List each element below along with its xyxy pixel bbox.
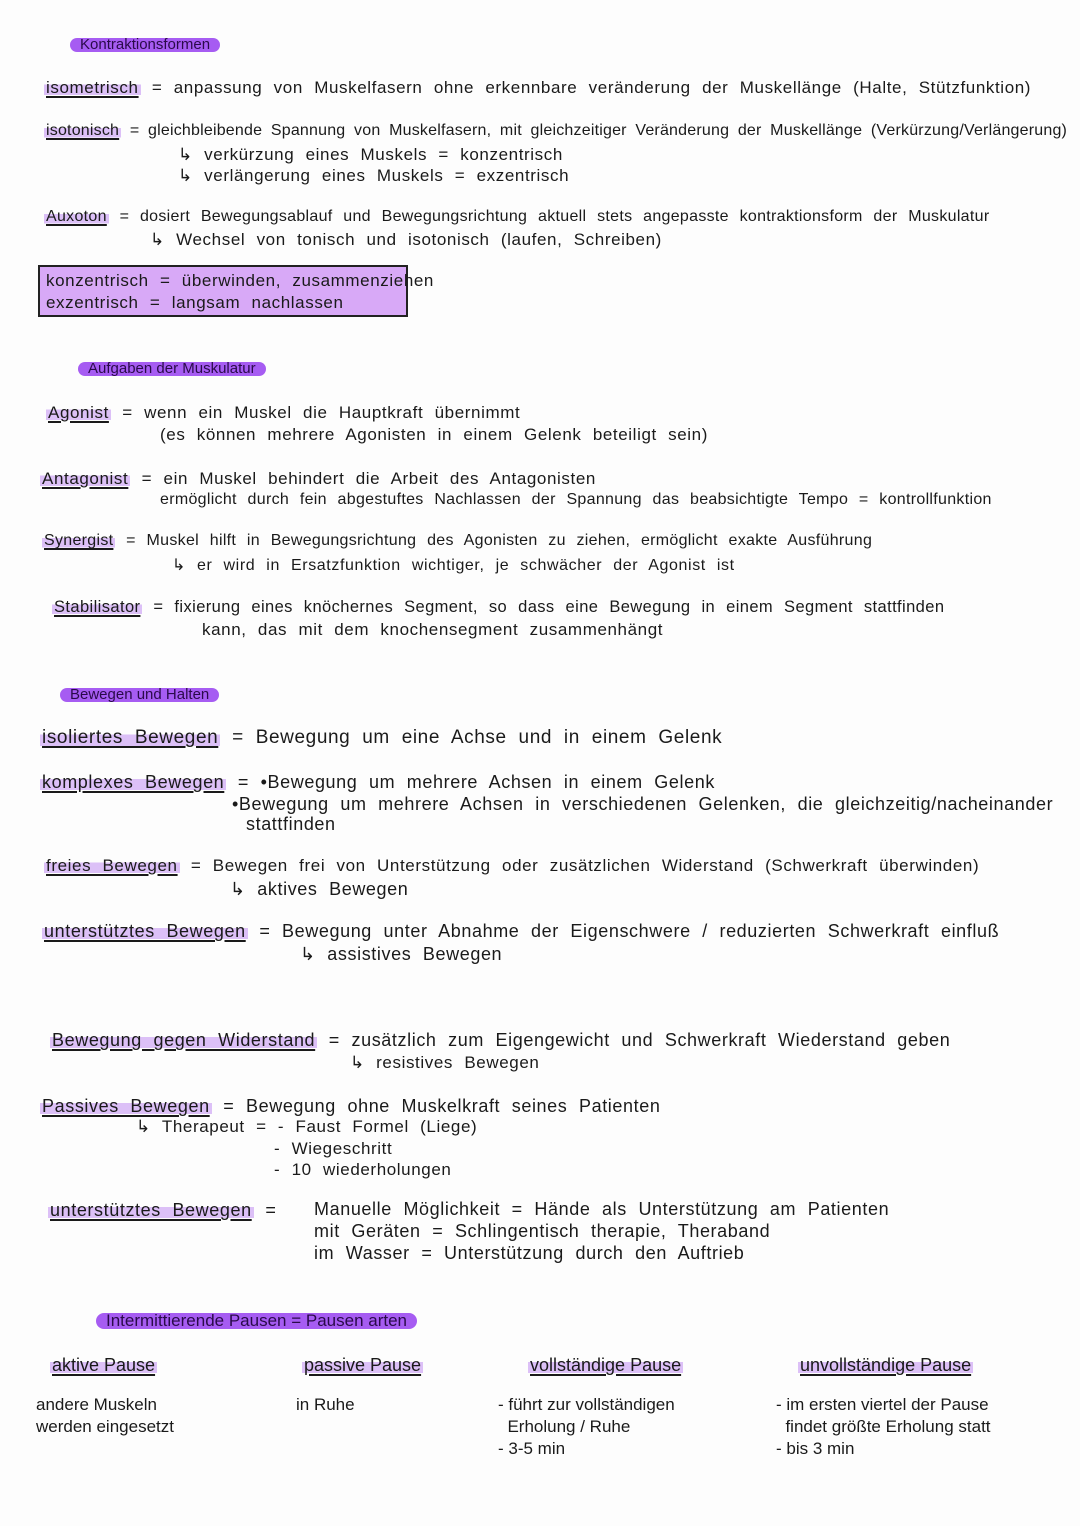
term: unterstütztes Bewegen <box>50 1200 252 1220</box>
sub-line: ↳ er wird in Ersatzfunktion wichtiger, je schwächer der Agonist ist <box>172 557 735 574</box>
entry-synergist <box>42 532 872 550</box>
entry-antagonist <box>40 469 596 489</box>
sub-line: •Bewegung um mehrere Achsen in verschiedenen Gelenken, die gleichzeitig/nacheinander <box>232 794 1054 814</box>
pause-body: andere Muskeln werden eingesetzt <box>36 1395 174 1436</box>
entry-passiv <box>40 1096 660 1117</box>
sub-line: ↳ verlängerung eines Muskels = exzentrisch <box>178 166 570 185</box>
sub-line: - Wiegeschritt <box>274 1139 393 1158</box>
box-line: exzentrisch = langsam nachlassen <box>46 293 344 312</box>
section-title-aufgaben: Aufgaben der Muskulatur <box>78 362 266 376</box>
entry-komplex <box>40 772 715 793</box>
sub-line: ↳ Wechsel von tonisch und isotonisch (laufen, Schreiben) <box>150 230 662 249</box>
definition: = Bewegung unter Abnahme der Eigenschwere / reduzierten Schwerkraft einfluß <box>259 921 1000 941</box>
section-title-pausen: Intermittierende Pausen = Pausen arten <box>96 1313 417 1329</box>
section-title-bewegen: Bewegen und Halten <box>60 688 219 702</box>
definition: = <box>265 1200 277 1220</box>
sub-line: Manuelle Möglichkeit = Hände als Unterstützung am Patienten <box>314 1199 890 1219</box>
term: isoliertes Bewegen <box>42 727 219 748</box>
entry-isotonisch <box>44 122 1067 140</box>
definition: = Bewegung ohne Muskelkraft seines Patienten <box>223 1096 661 1116</box>
pause-column <box>36 1355 174 1438</box>
sub-line: im Wasser = Unterstützung durch den Auftrieb <box>314 1243 745 1263</box>
term: isotonisch <box>46 122 120 139</box>
pause-title: unvollständige Pause <box>800 1355 972 1375</box>
entry-stabilisator <box>52 598 944 617</box>
term: komplexes Bewegen <box>42 772 225 792</box>
definition: = Muskel hilft in Bewegungsrichtung des Agonisten zu ziehen, ermöglicht exakte Ausführung <box>126 532 873 549</box>
definition: = gleichbleibende Spannung von Muskelfasern, mit gleichzeitiger Veränderung der Muskellänge (Verkürzung/Verlängerung) <box>129 122 1068 139</box>
entry-widerstand <box>50 1030 950 1051</box>
sub-line: ↳ aktives Bewegen <box>230 879 409 899</box>
sub-line: mit Geräten = Schlingentisch therapie, Theraband <box>314 1221 771 1241</box>
sub-line: (es können mehrere Agonisten in einem Gelenk beteiligt sein) <box>160 425 708 444</box>
definition: = Bewegung um eine Achse und in einem Gelenk <box>232 727 723 748</box>
box-line: konzentrisch = überwinden, zusammenziehen <box>46 271 434 290</box>
entry-isoliert <box>40 727 722 749</box>
term: Stabilisator <box>54 598 141 616</box>
term: Synergist <box>44 532 114 549</box>
pause-body: in Ruhe <box>296 1395 355 1414</box>
pause-column <box>296 1355 423 1416</box>
entry-unterstuetzt <box>42 921 999 942</box>
definition: = anpassung von Muskelfasern ohne erkennbare veränderung der Muskellänge (Halte, Stützfunktion) <box>151 78 1032 97</box>
pause-body: - im ersten viertel der Pause findet größte Erholung statt - bis 3 min <box>776 1395 991 1458</box>
sub-line: ↳ assistives Bewegen <box>300 944 503 964</box>
section-title-kontraktionsformen: Kontraktionsformen <box>70 38 220 52</box>
entry-isometrisch <box>44 78 1031 98</box>
sub-line: - 10 wiederholungen <box>274 1160 452 1179</box>
sub-line: kann, das mit dem knochensegment zusammenhängt <box>202 620 664 639</box>
summary-box <box>38 265 434 317</box>
term: Passives Bewegen <box>42 1096 210 1116</box>
term: Agonist <box>48 403 109 422</box>
pause-title: vollständige Pause <box>530 1355 682 1375</box>
pause-title: aktive Pause <box>52 1355 156 1375</box>
pause-column <box>776 1355 991 1460</box>
sub-line: stattfinden <box>246 814 336 834</box>
entry-auxoton <box>44 208 989 226</box>
term: Bewegung gegen Widerstand <box>52 1030 316 1050</box>
entry-unterstuetzt-2 <box>48 1200 276 1221</box>
definition: = wenn ein Muskel die Hauptkraft übernimmt <box>122 403 521 422</box>
term: isometrisch <box>46 78 139 97</box>
definition: = Bewegen frei von Unterstützung oder zusätzlichen Widerstand (Schwerkraft überwinden) <box>190 856 980 875</box>
sub-line: ermöglicht durch fein abgestuftes Nachlassen der Spannung das beabsichtigte Tempo = kontrollfunktion <box>160 491 992 508</box>
definition: = fixierung eines knöchernes Segment, so dass eine Bewegung in einem Segment stattfinden <box>153 598 945 616</box>
term: Auxoton <box>46 208 107 225</box>
definition: = dosiert Bewegungsablauf und Bewegungsrichtung aktuell stets angepasste kontraktionsform der Muskulatur <box>119 208 990 225</box>
sub-line: ↳ Therapeut = - Faust Formel (Liege) <box>136 1117 478 1136</box>
pause-body: - führt zur vollständigen Erholung / Ruhe - 3-5 min <box>498 1395 675 1458</box>
definition: = ein Muskel behindert die Arbeit des Antagonisten <box>141 469 596 488</box>
entry-frei <box>44 856 979 876</box>
sub-line: ↳ verkürzung eines Muskels = konzentrisch <box>178 145 563 164</box>
term: unterstütztes Bewegen <box>44 921 246 941</box>
term: freies Bewegen <box>46 856 178 875</box>
term: Antagonist <box>42 469 129 488</box>
pause-title: passive Pause <box>304 1355 422 1375</box>
sub-line: ↳ resistives Bewegen <box>350 1053 540 1072</box>
definition: = zusätzlich zum Eigengewicht und Schwerkraft Wiederstand geben <box>328 1030 951 1050</box>
entry-agonist <box>46 403 520 423</box>
pause-column <box>498 1355 683 1460</box>
definition: = •Bewegung um mehrere Achsen in einem Gelenk <box>237 772 715 792</box>
